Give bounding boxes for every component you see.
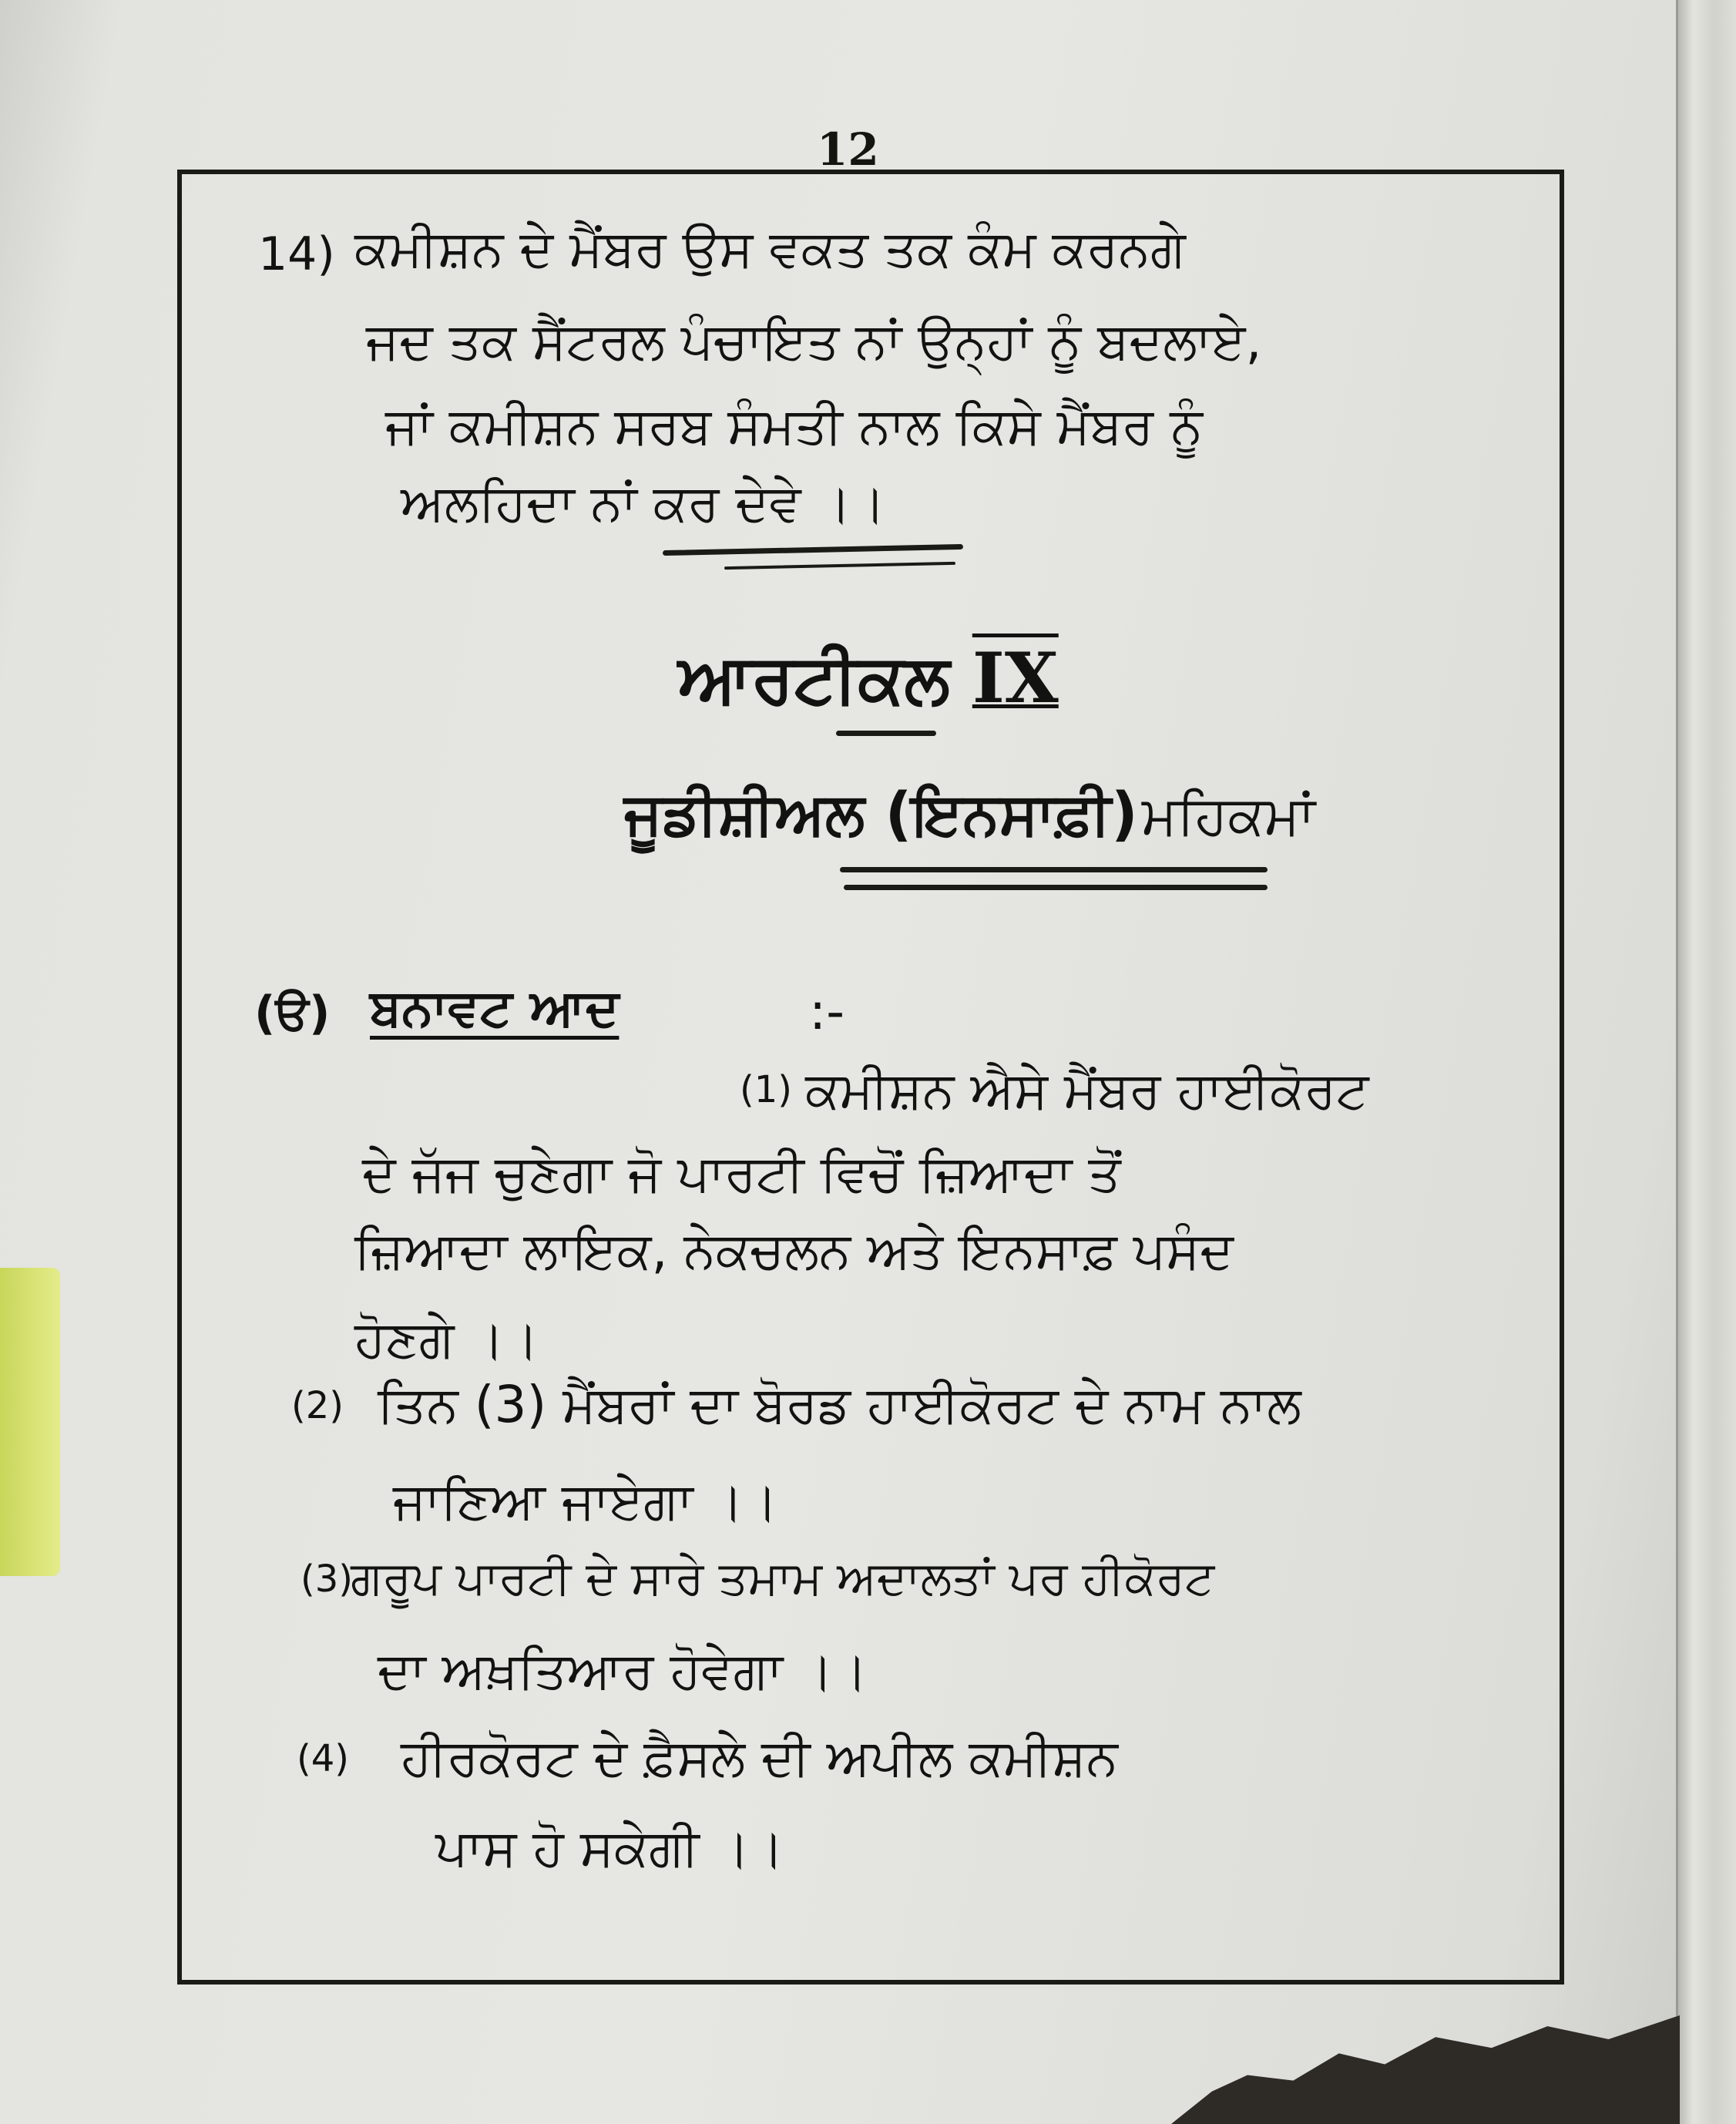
article-heading-rule [836,731,936,736]
clause-14-line-1: ਕਮੀਸ਼ਨ ਦੇ ਮੈਂਬਰ ਉਸ ਵਕਤ ਤਕ ਕੰਮ ਕਰਨਗੇ [354,219,1186,278]
subtitle-rule-bottom [844,885,1268,890]
section-a-heading-suffix: :- [809,982,845,1041]
clause-14-line-2: ਜਦ ਤਕ ਸੈਂਟਰਲ ਪੰਚਾਇਤ ਨਾਂ ਉਨ੍ਹਾਂ ਨੂੰ ਬਦਲਾਏ, [366,311,1262,371]
article-subtitle [624,779,1315,848]
item-1-marker: (1) [740,1068,792,1111]
item-1-line-3: ਜ਼ਿਆਦਾ ਲਾਇਕ, ਨੇਕਚਲਨ ਅਤੇ ਇਨਸਾਫ਼ ਪਸੰਦ [354,1221,1234,1280]
item-4-line-1: ਹੀਰਕੋਰਟ ਦੇ ਫ਼ੈਸਲੇ ਦੀ ਅਪੀਲ ਕਮੀਸ਼ਨ [401,1728,1118,1787]
item-1-line-2: ਦੇ ਜੱਜ ਚੁਣੇਗਾ ਜੋ ਪਾਰਟੀ ਵਿਚੋਂ ਜ਼ਿਆਦਾ ਤੋਂ [362,1144,1121,1203]
clause-14-line-4: ਅਲਹਿਦਾ ਨਾਂ ਕਰ ਦੇਵੇ ।। [401,473,886,533]
clause-14-line-3: ਜਾਂ ਕਮੀਸ਼ਨ ਸਰਬ ਸੰਮਤੀ ਨਾਲ ਕਿਸੇ ਮੈਂਬਰ ਨੂੰ [385,396,1204,455]
adjacent-page-edge [1676,0,1736,2124]
article-subtitle-rest: ਮਹਿਕਮਾਂ [1141,784,1315,847]
item-1-line-4: ਹੋਣਗੇ ।। [354,1309,539,1369]
item-2-marker: (2) [291,1384,344,1427]
article-numeral: IX [972,637,1059,719]
item-4-marker: (4) [297,1737,349,1780]
subtitle-rule-top [840,867,1268,872]
article-heading [678,637,1059,719]
section-a-marker: (ੳ) [254,986,331,1040]
section-a-heading: ਬਨਾਵਟ ਆਦ [370,978,620,1037]
article-subtitle-main: ਜੂਡੀਸ਼ੀਅਲ (ਇਨਸਾਫ਼ੀ) [624,779,1138,848]
sticky-note-tab [0,1268,60,1576]
item-3-line-2: ਦਾ ਅਖ਼ਤਿਆਰ ਹੋਵੇਗਾ ।। [378,1641,868,1700]
item-3-line-1: ਗਰੂਪ ਪਾਰਟੀ ਦੇ ਸਾਰੇ ਤਮਾਮ ਅਦਾਲਤਾਂ ਪਰ ਹੀਕੋਰਟ [351,1551,1215,1605]
clause-14-marker: 14) [258,227,335,281]
article-label: ਆਰਟੀਕਲ [678,639,950,718]
item-4-line-2: ਪਾਸ ਹੋ ਸਕੇਗੀ ।। [435,1818,784,1877]
item-3-marker: (3) [301,1558,353,1601]
item-1-line-1: ਕਮੀਸ਼ਨ ਐਸੇ ਮੈਂਬਰ ਹਾਈਕੋਰਟ [805,1060,1369,1120]
item-2-line-2: ਜਾਣਿਆ ਜਾਏਗਾ ।। [393,1471,778,1531]
page-number: 12 [817,123,879,176]
item-2-line-1: ਤਿਨ (3) ਮੈਂਬਰਾਂ ਦਾ ਬੋਰਡ ਹਾਈਕੋਰਟ ਦੇ ਨਾਮ ਨਾਲ [378,1375,1301,1434]
